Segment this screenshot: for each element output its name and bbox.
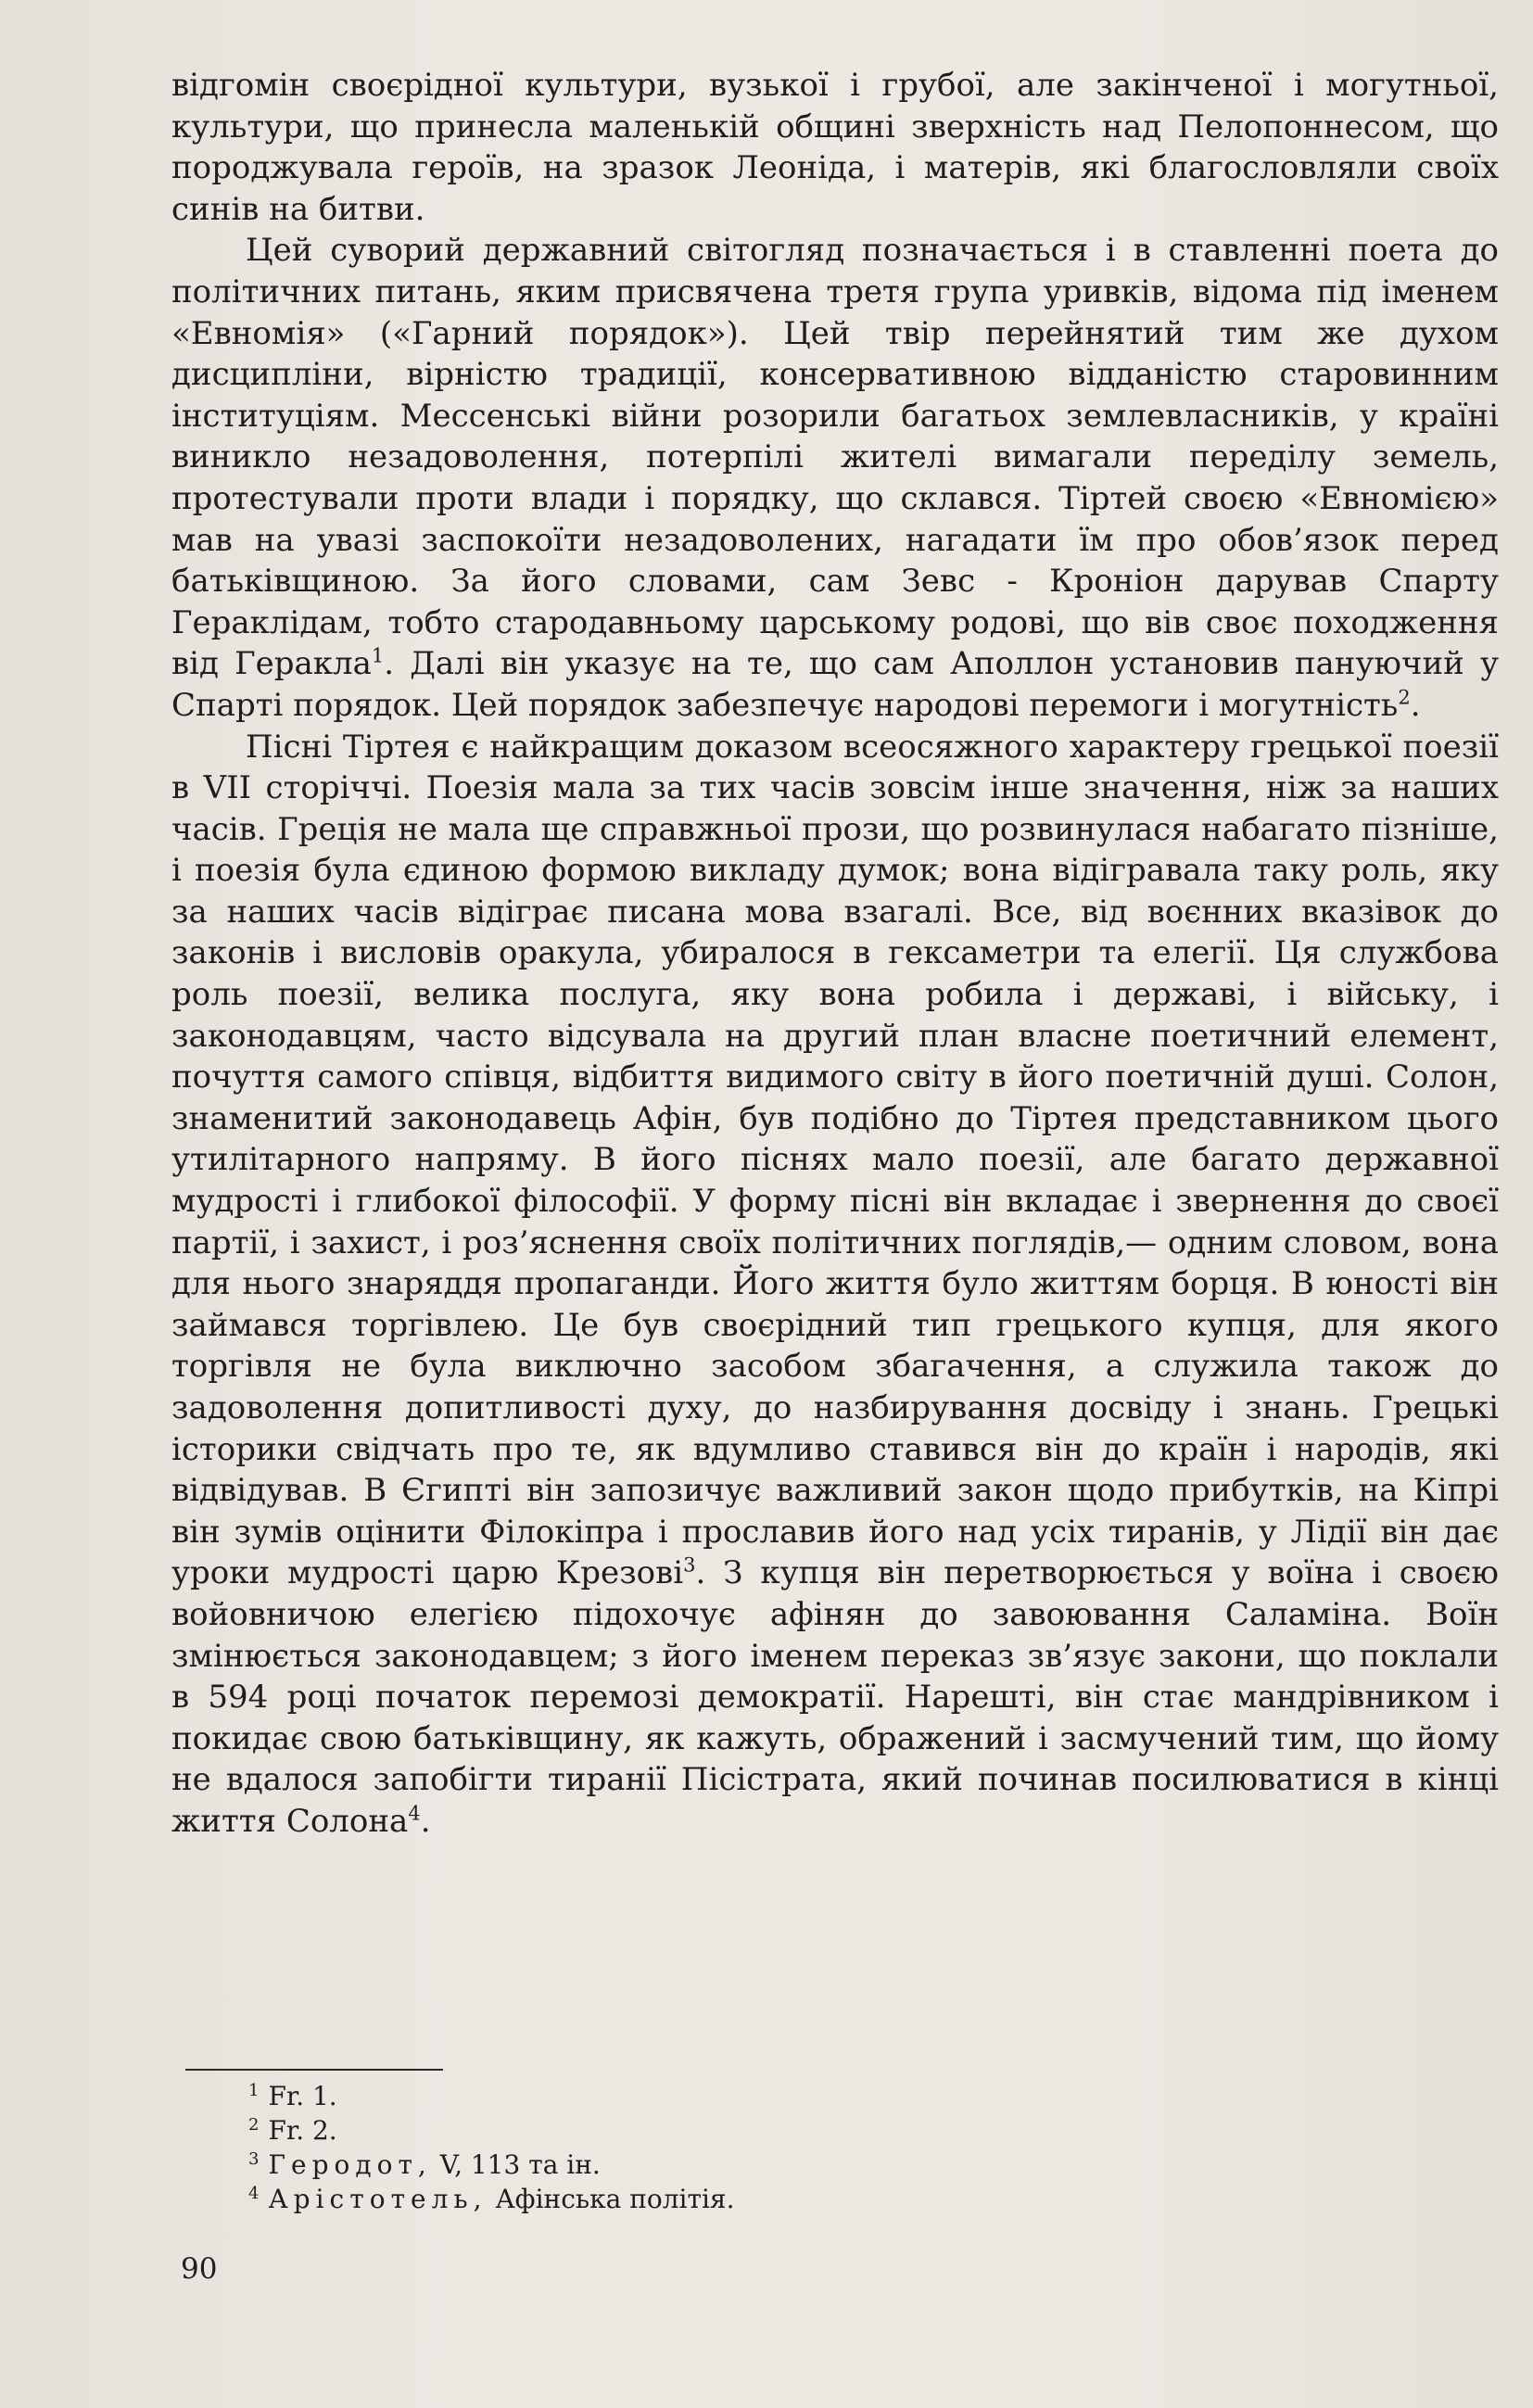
paragraph-3: Пісні Тіртея є найкращим доказом всеосяжного характеру грецької поезії в VII сторіччі. Поезія мала за тих часів зовсім інше значення, ніж за наших часів. Греція не мала ще справжньої прози, що розвинулася набагато пізніше, і поезія була єдиною формою викладу думок; вона відігравала таку роль, яку за наших часів відіграє писана мова взагалі. Все, від воєнних вказівок до законів і висловів оракула, убиралося в гексаметри та елегії. Ця службова роль поезії, велика послуга, яку вона робила і державі, і війську, і законодавцям, часто відсувала на другий план власне поетичний елемент, почуття самого співця, відбиття видимого світу в його поетичній душі. Солон, знаменитий законодавець Афін, був подібно до Тіртея представником цього утилітарного напряму. В його піснях мало поезії, але багато державної мудрості і глибокої філософії. У форму пісні він вкладає і звернення до своєї партії, і захист, і роз’яснення своїх політичних поглядів,— одним словом, вона для нього знаряддя пропаганди. Його життя було життям борця. В юності він займався торгівлею. Це був своєрідний тип грецького купця, для якого торгівля не була виключно засобом збагачення, а служила також до задоволення допитливості духу, до назбирування досвіду і знань. Грецькі історики свідчать про те, як вдумливо ставився він до країн і народів, які відвідував. В Єгипті він запозичує важливий закон щодо прибутків, на Кіпрі він зумів оцінити Філокіпра і прославив його над усіх тиранів, у Лідії він дає уроки мудрості царю Крезові$^3$. З купця він перетворюється у воїна і своєю войовничою елегією підохочує афінян до завоювання Саламіна. Воїн змінюється законодавцем; з його іменем переказ зв’язує закони, що поклали в 594 році початок перемозі демократії. Нарешті, він стає мандрівником і покидає свою батьківщину, як кажуть, ображений і засмучений тим, що йому не вдалося запобігти тиранії Пісістрата, який починав посилюватися в кінці життя Солона$^4$. [171, 728, 1499, 1840]
footnote-divider [185, 2069, 443, 2071]
footnote-ref: 4 [408, 1802, 421, 1825]
footnote: $^3$ Геродот, V, 113 та ін. [248, 2148, 601, 2180]
footnote: $^4$ Арістотель, Афінська політія. [248, 2183, 735, 2214]
paragraph-2: Цей суворий державний світогляд позначається і в ставленні поета до політичних питань, яким присвячена третя група уривків, відома під іменем «Евномія» («Гарний порядок»). Цей твір перейнятий тим же духом дисципліни, вірністю традиції, консервативною відданістю старовинним інституціям. Мессенські війни розорили багатьох землевласників, у країні виникло незадоволення, потерпілі жителі вимагали переділу земель, протестували проти влади і порядку, що склався. Тіртей своєю «Евномією» мав на увазі заспокоїти незадоволених, нагадати їм про обов’язок перед батьківщиною. За його словами, сам Зевс - Кроніон дарував Спарту Гераклідам, тобто стародавньому царському родові, що вів своє походження від Геракла$^1$. Далі він указує на те, що сам Аполлон установив пануючий у Спарті порядок. Цей порядок забезпечує народові перемоги і могутність$^2$. [171, 232, 1499, 724]
footnote-ref: 2 [1398, 686, 1411, 709]
paragraph-1: відгомін своєрідної культури, вузької і грубої, але закінченої і могутньої, культури, що принесла маленькій общині зверхність над Пелопоннесом, що породжувала героїв, на зразок Леоніда, і матерів, які благословляли своїх синів на битви. [171, 67, 1499, 228]
page-number: 90 [181, 2252, 218, 2286]
footnote-ref: 1 [371, 644, 385, 667]
footnotes [248, 2079, 1268, 2216]
footnote: $^1$ Fr. 1. [248, 2080, 337, 2111]
body-text [171, 65, 1499, 1843]
footnote-ref: 3 [683, 1554, 696, 1578]
footnote: $^2$ Fr. 2. [248, 2114, 337, 2146]
